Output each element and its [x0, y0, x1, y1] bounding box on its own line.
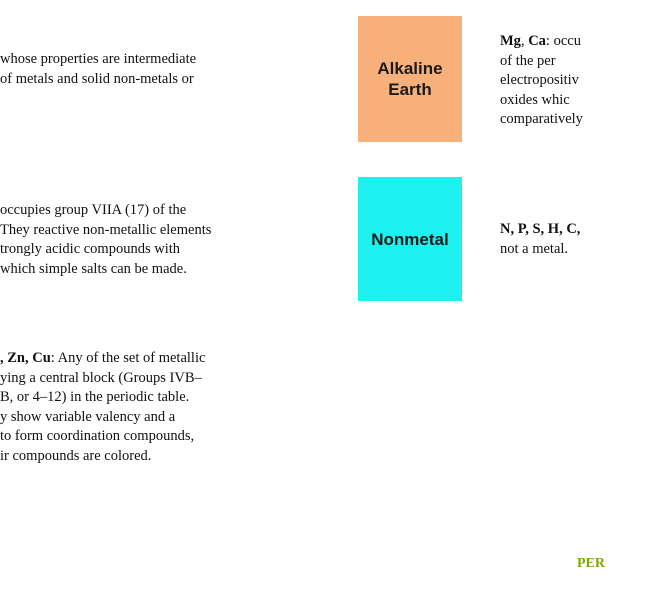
text-line: of metals and solid non-metals or [0, 70, 194, 87]
tile-label: Nonmetal [371, 229, 449, 249]
tile-label: Alkaline [377, 59, 443, 78]
text-line: not a metal. [500, 240, 569, 257]
paragraph-alkaline-earth [500, 32, 650, 130]
paragraph-nonmetal [500, 220, 650, 259]
text-line: B, or 4–12) in the periodic table. [0, 389, 190, 405]
element-symbols: N, P, S, H, C, [500, 221, 581, 237]
element-symbols: , Zn, Cu [0, 350, 51, 366]
text-line: which simple salts can be made. [0, 260, 187, 277]
text-line: comparatively [500, 111, 583, 127]
paragraph-metalloid [0, 50, 262, 89]
text-line: ir compounds are colored. [0, 447, 152, 464]
text-line [0, 349, 262, 369]
text-line: electropositiv [500, 72, 579, 88]
text-line [500, 220, 650, 240]
text-line: oxides whic [500, 91, 570, 108]
text-line: occupies group VIIA (17) of the [0, 202, 187, 218]
text-line: to form coordination compounds, [0, 428, 195, 444]
tile-label: Earth [388, 80, 432, 99]
tile-nonmetal [358, 177, 462, 301]
text-line: trongly acidic compounds with [0, 241, 181, 257]
separator: , [520, 33, 529, 49]
paragraph-transition-metal [0, 349, 262, 466]
text-line [500, 32, 650, 52]
text-fragment: : occu [545, 33, 581, 49]
text-line: ying a central block (Groups IVB– [0, 369, 202, 386]
text-line: They reactive non-metallic elements [0, 221, 212, 238]
text-line: whose properties are intermediate [0, 51, 197, 67]
text-line: y show variable valency and a [0, 408, 176, 425]
text-line: of the per [500, 52, 556, 69]
element-symbol: Mg [500, 33, 521, 49]
element-symbol: Ca [528, 33, 546, 49]
tile-alkaline-earth [358, 16, 462, 142]
footer-label: PER [577, 556, 605, 571]
text-fragment: : Any of the set of metallic [50, 350, 206, 366]
paragraph-halogen [0, 201, 262, 279]
